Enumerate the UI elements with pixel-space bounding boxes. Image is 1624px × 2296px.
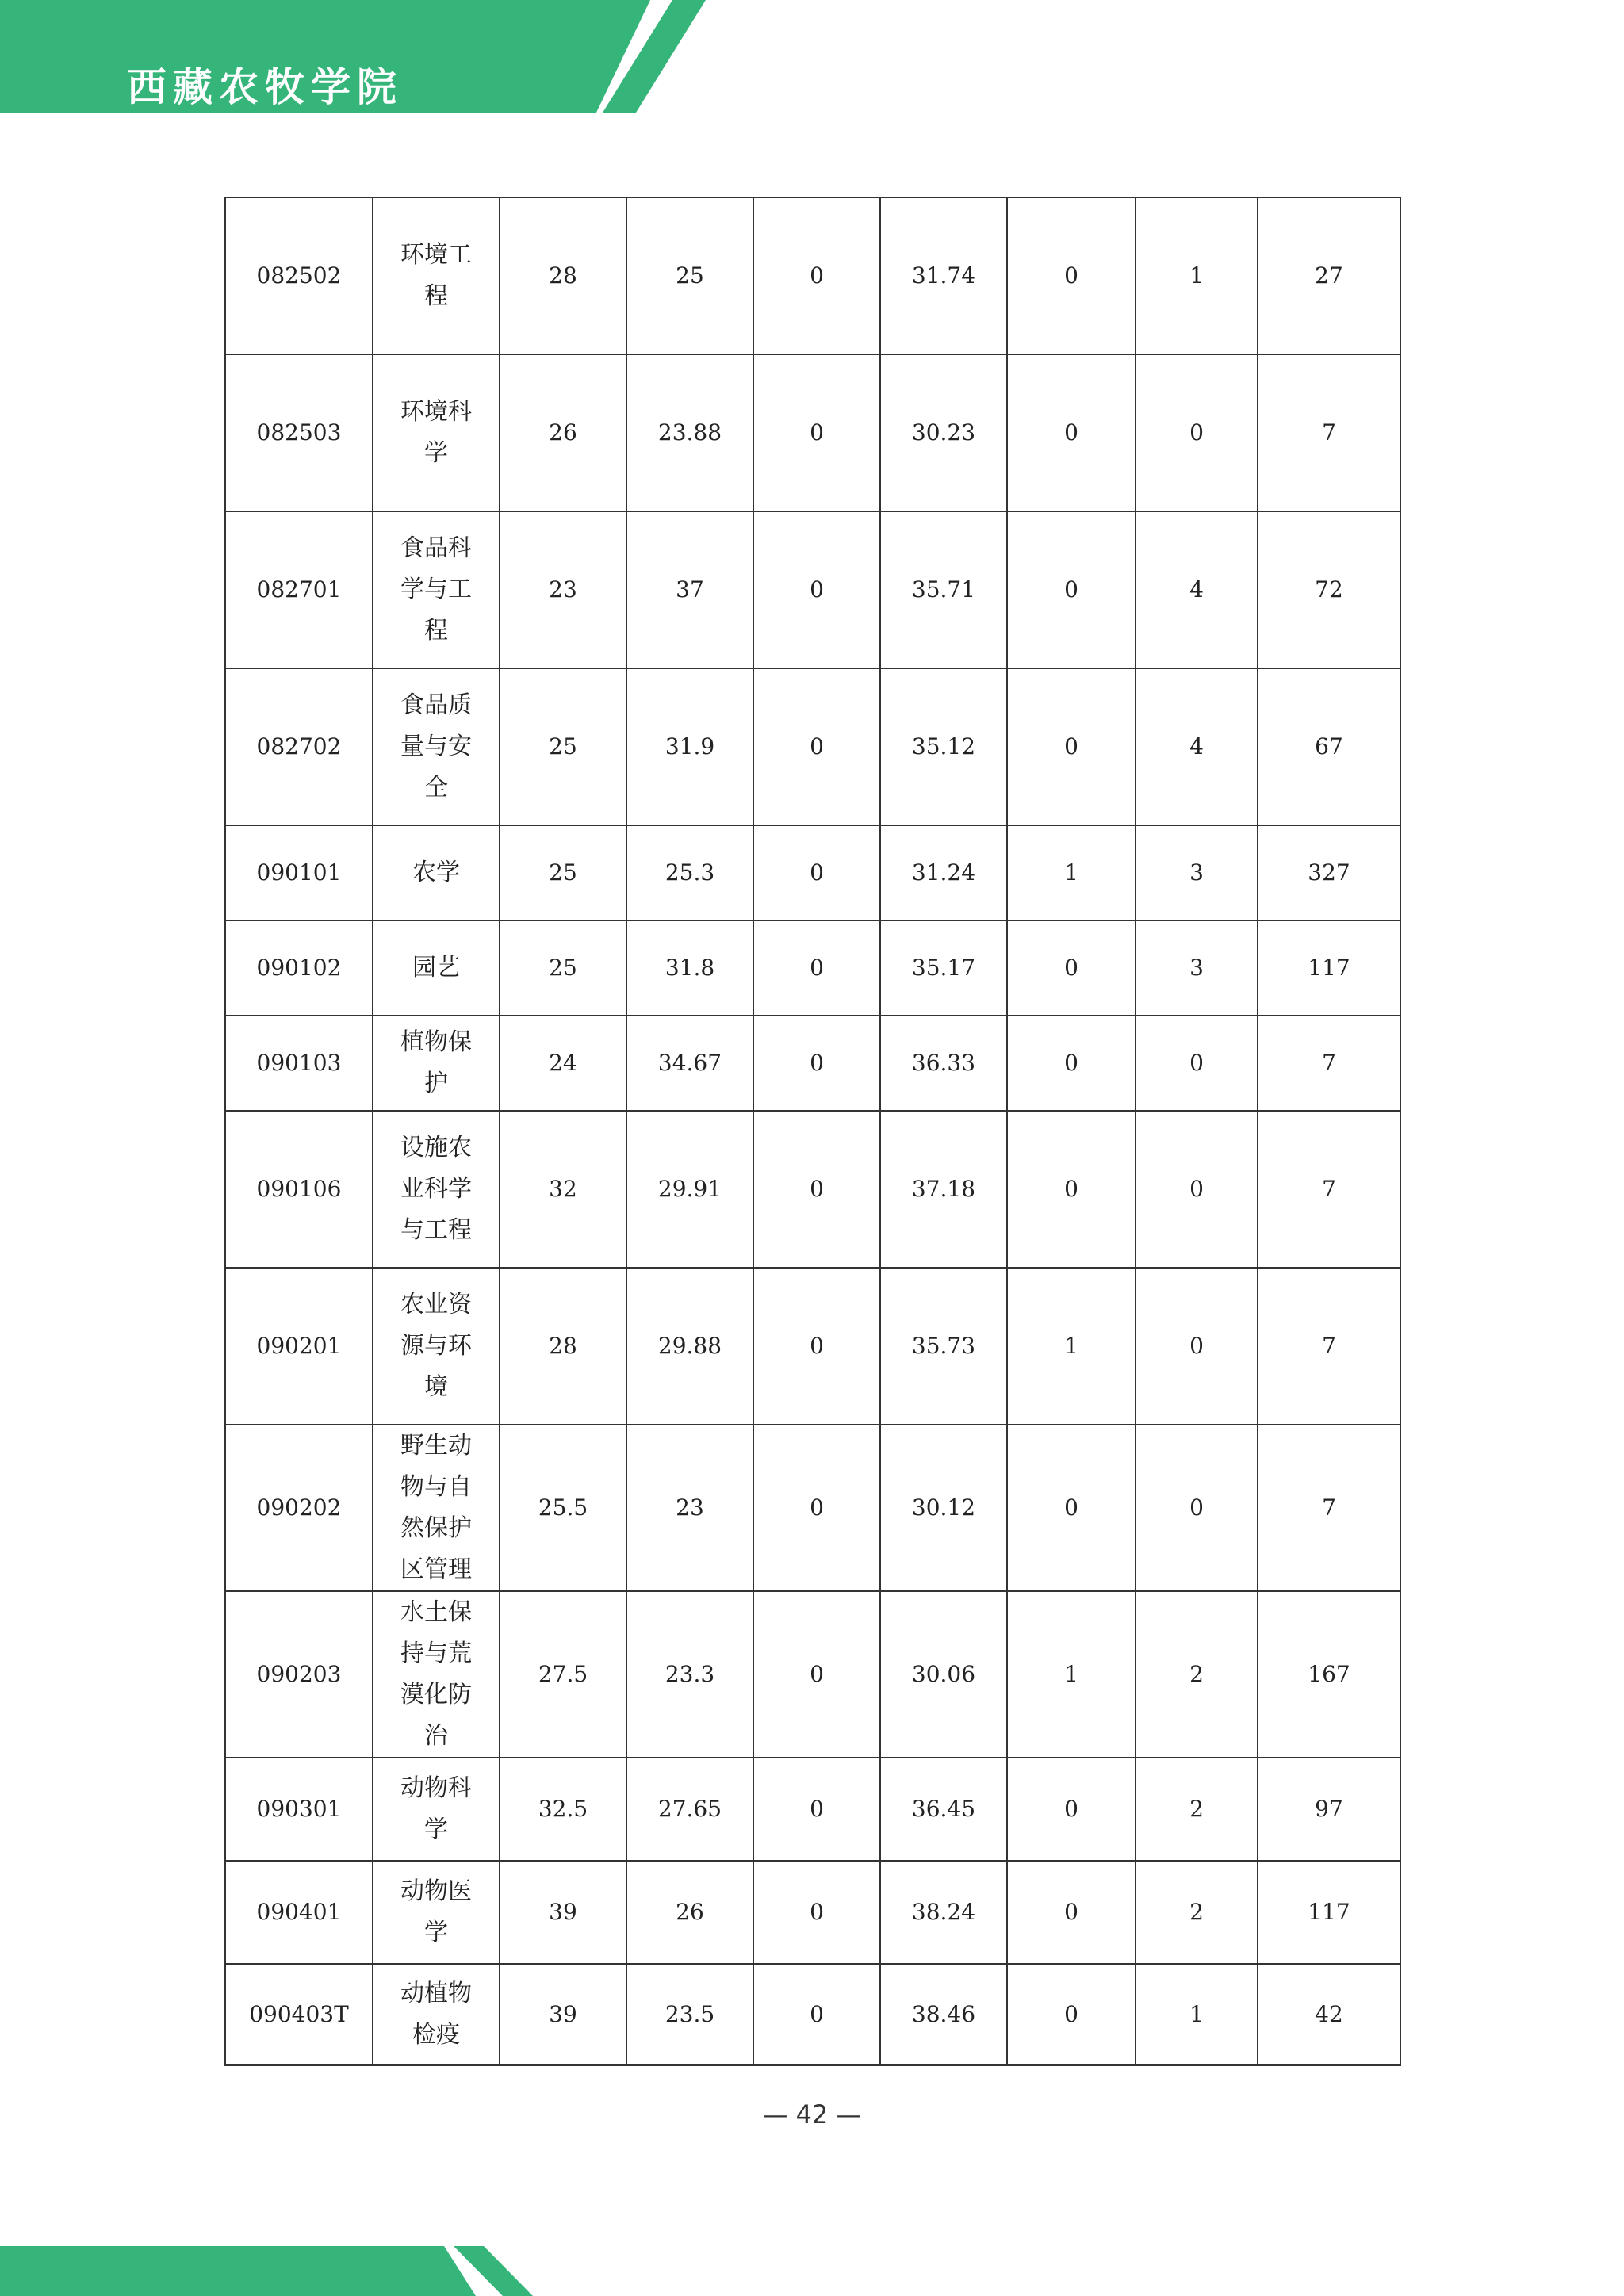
value-cell-4: 36.33 bbox=[880, 1016, 1007, 1111]
value-cell-1: 25 bbox=[500, 668, 626, 825]
value-cell-5: 0 bbox=[1007, 668, 1136, 825]
value-cell-4: 35.17 bbox=[880, 920, 1007, 1016]
value-cell-2: 34.67 bbox=[626, 1016, 753, 1111]
code-cell: 082503 bbox=[225, 354, 373, 511]
value-cell-6: 2 bbox=[1136, 1591, 1258, 1758]
page-number: — 42 — bbox=[762, 2099, 862, 2130]
code-cell: 090102 bbox=[225, 920, 373, 1016]
value-cell-3: 0 bbox=[753, 1111, 880, 1268]
table-row bbox=[225, 1591, 1400, 1758]
value-cell-6: 0 bbox=[1136, 354, 1258, 511]
value-cell-6: 0 bbox=[1136, 1268, 1258, 1425]
name-cell: 农业资源与环境 bbox=[373, 1268, 500, 1425]
value-cell-2: 25.3 bbox=[626, 825, 753, 920]
value-cell-7: 117 bbox=[1258, 920, 1400, 1016]
value-cell-3: 0 bbox=[753, 1861, 880, 1964]
value-cell-6: 4 bbox=[1136, 668, 1258, 825]
code-cell: 082702 bbox=[225, 668, 373, 825]
value-cell-7: 7 bbox=[1258, 1425, 1400, 1591]
value-cell-3: 0 bbox=[753, 1016, 880, 1111]
value-cell-3: 0 bbox=[753, 825, 880, 920]
value-cell-7: 67 bbox=[1258, 668, 1400, 825]
value-cell-4: 38.24 bbox=[880, 1861, 1007, 1964]
table-row bbox=[225, 1425, 1400, 1591]
value-cell-2: 27.65 bbox=[626, 1758, 753, 1861]
name-cell: 农学 bbox=[373, 825, 500, 920]
value-cell-3: 0 bbox=[753, 511, 880, 668]
name-cell: 动物医学 bbox=[373, 1861, 500, 1964]
table-row bbox=[225, 354, 1400, 511]
value-cell-5: 0 bbox=[1007, 1964, 1136, 2065]
value-cell-3: 0 bbox=[753, 1268, 880, 1425]
value-cell-4: 38.46 bbox=[880, 1964, 1007, 2065]
value-cell-4: 31.74 bbox=[880, 197, 1007, 354]
value-cell-7: 327 bbox=[1258, 825, 1400, 920]
value-cell-6: 1 bbox=[1136, 1964, 1258, 2065]
table-row bbox=[225, 825, 1400, 920]
name-cell: 设施农业科学与工程 bbox=[373, 1111, 500, 1268]
value-cell-1: 23 bbox=[500, 511, 626, 668]
name-cell: 动物科学 bbox=[373, 1758, 500, 1861]
value-cell-1: 28 bbox=[500, 1268, 626, 1425]
value-cell-5: 0 bbox=[1007, 1111, 1136, 1268]
value-cell-5: 1 bbox=[1007, 1591, 1136, 1758]
value-cell-7: 117 bbox=[1258, 1861, 1400, 1964]
value-cell-2: 29.88 bbox=[626, 1268, 753, 1425]
value-cell-4: 37.18 bbox=[880, 1111, 1007, 1268]
value-cell-3: 0 bbox=[753, 668, 880, 825]
value-cell-6: 0 bbox=[1136, 1111, 1258, 1268]
value-cell-4: 30.23 bbox=[880, 354, 1007, 511]
code-cell: 090106 bbox=[225, 1111, 373, 1268]
value-cell-1: 28 bbox=[500, 197, 626, 354]
code-cell: 082701 bbox=[225, 511, 373, 668]
code-cell: 090202 bbox=[225, 1425, 373, 1591]
value-cell-1: 27.5 bbox=[500, 1591, 626, 1758]
table-row bbox=[225, 1964, 1400, 2065]
code-cell: 082502 bbox=[225, 197, 373, 354]
value-cell-1: 25 bbox=[500, 920, 626, 1016]
value-cell-5: 0 bbox=[1007, 1016, 1136, 1111]
name-cell: 食品质量与安全 bbox=[373, 668, 500, 825]
value-cell-2: 37 bbox=[626, 511, 753, 668]
table-row bbox=[225, 1861, 1400, 1964]
value-cell-2: 26 bbox=[626, 1861, 753, 1964]
value-cell-4: 35.73 bbox=[880, 1268, 1007, 1425]
code-cell: 090401 bbox=[225, 1861, 373, 1964]
name-cell: 环境科学 bbox=[373, 354, 500, 511]
value-cell-3: 0 bbox=[753, 1425, 880, 1591]
table-row bbox=[225, 668, 1400, 825]
value-cell-6: 2 bbox=[1136, 1758, 1258, 1861]
value-cell-5: 1 bbox=[1007, 825, 1136, 920]
table-row bbox=[225, 1111, 1400, 1268]
value-cell-1: 32 bbox=[500, 1111, 626, 1268]
value-cell-2: 25 bbox=[626, 197, 753, 354]
value-cell-6: 0 bbox=[1136, 1016, 1258, 1111]
name-cell: 园艺 bbox=[373, 920, 500, 1016]
code-cell: 090201 bbox=[225, 1268, 373, 1425]
value-cell-4: 31.24 bbox=[880, 825, 1007, 920]
name-cell: 食品科学与工程 bbox=[373, 511, 500, 668]
table-row bbox=[225, 511, 1400, 668]
value-cell-5: 0 bbox=[1007, 354, 1136, 511]
institution-title: 西藏农牧学院 bbox=[127, 63, 403, 110]
value-cell-7: 97 bbox=[1258, 1758, 1400, 1861]
value-cell-5: 0 bbox=[1007, 197, 1136, 354]
value-cell-4: 35.12 bbox=[880, 668, 1007, 825]
value-cell-7: 7 bbox=[1258, 1016, 1400, 1111]
value-cell-2: 31.9 bbox=[626, 668, 753, 825]
value-cell-3: 0 bbox=[753, 1964, 880, 2065]
code-cell: 090103 bbox=[225, 1016, 373, 1111]
value-cell-1: 32.5 bbox=[500, 1758, 626, 1861]
value-cell-5: 0 bbox=[1007, 1425, 1136, 1591]
code-cell: 090203 bbox=[225, 1591, 373, 1758]
footer-band bbox=[0, 2246, 476, 2296]
value-cell-1: 25 bbox=[500, 825, 626, 920]
value-cell-4: 30.12 bbox=[880, 1425, 1007, 1591]
value-cell-3: 0 bbox=[753, 1758, 880, 1861]
code-cell: 090101 bbox=[225, 825, 373, 920]
value-cell-3: 0 bbox=[753, 1591, 880, 1758]
value-cell-7: 27 bbox=[1258, 197, 1400, 354]
value-cell-4: 36.45 bbox=[880, 1758, 1007, 1861]
value-cell-6: 2 bbox=[1136, 1861, 1258, 1964]
code-cell: 090301 bbox=[225, 1758, 373, 1861]
value-cell-2: 29.91 bbox=[626, 1111, 753, 1268]
value-cell-7: 167 bbox=[1258, 1591, 1400, 1758]
value-cell-2: 23 bbox=[626, 1425, 753, 1591]
value-cell-7: 7 bbox=[1258, 1268, 1400, 1425]
value-cell-3: 0 bbox=[753, 197, 880, 354]
value-cell-5: 0 bbox=[1007, 920, 1136, 1016]
value-cell-3: 0 bbox=[753, 354, 880, 511]
value-cell-3: 0 bbox=[753, 920, 880, 1016]
value-cell-1: 39 bbox=[500, 1964, 626, 2065]
value-cell-7: 72 bbox=[1258, 511, 1400, 668]
value-cell-6: 3 bbox=[1136, 920, 1258, 1016]
value-cell-5: 1 bbox=[1007, 1268, 1136, 1425]
value-cell-7: 7 bbox=[1258, 354, 1400, 511]
data-table bbox=[224, 197, 1401, 2066]
name-cell: 野生动物与自然保护区管理 bbox=[373, 1425, 500, 1591]
value-cell-7: 7 bbox=[1258, 1111, 1400, 1268]
value-cell-6: 3 bbox=[1136, 825, 1258, 920]
name-cell: 环境工程 bbox=[373, 197, 500, 354]
name-cell: 水土保持与荒漠化防治 bbox=[373, 1591, 500, 1758]
table-row bbox=[225, 1016, 1400, 1111]
value-cell-1: 39 bbox=[500, 1861, 626, 1964]
value-cell-2: 31.8 bbox=[626, 920, 753, 1016]
code-cell: 090403T bbox=[225, 1964, 373, 2065]
value-cell-2: 23.5 bbox=[626, 1964, 753, 2065]
value-cell-6: 4 bbox=[1136, 511, 1258, 668]
value-cell-6: 1 bbox=[1136, 197, 1258, 354]
value-cell-6: 0 bbox=[1136, 1425, 1258, 1591]
value-cell-1: 25.5 bbox=[500, 1425, 626, 1591]
value-cell-5: 0 bbox=[1007, 1758, 1136, 1861]
name-cell: 动植物检疫 bbox=[373, 1964, 500, 2065]
table-row bbox=[225, 920, 1400, 1016]
value-cell-1: 26 bbox=[500, 354, 626, 511]
value-cell-5: 0 bbox=[1007, 1861, 1136, 1964]
table-row bbox=[225, 1268, 1400, 1425]
value-cell-7: 42 bbox=[1258, 1964, 1400, 2065]
value-cell-2: 23.88 bbox=[626, 354, 753, 511]
value-cell-1: 24 bbox=[500, 1016, 626, 1111]
value-cell-4: 35.71 bbox=[880, 511, 1007, 668]
table-row bbox=[225, 197, 1400, 354]
name-cell: 植物保护 bbox=[373, 1016, 500, 1111]
value-cell-4: 30.06 bbox=[880, 1591, 1007, 1758]
table-row bbox=[225, 1758, 1400, 1861]
value-cell-2: 23.3 bbox=[626, 1591, 753, 1758]
value-cell-5: 0 bbox=[1007, 511, 1136, 668]
